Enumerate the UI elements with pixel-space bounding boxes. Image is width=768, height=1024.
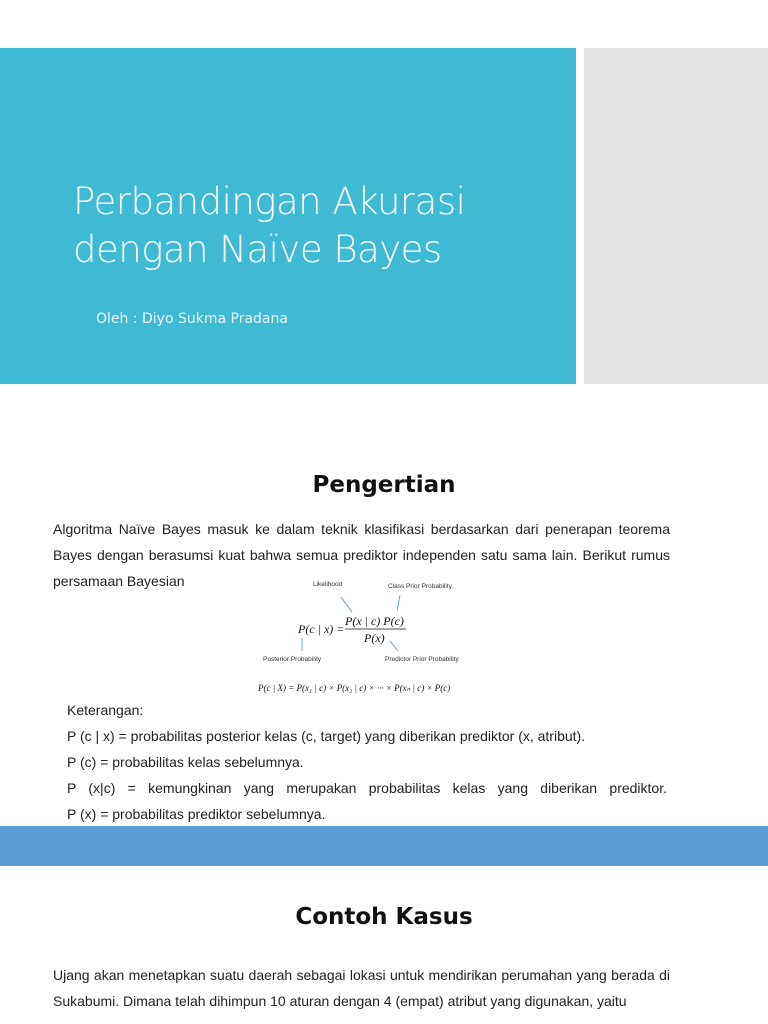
paragraph-pengertian: Algoritma Naïve Bayes masuk ke dalam teknik klasifikasi berdasarkan dari penerapan teorema Bayes dengan berasumsi kuat bahwa semua prediktor independen satu sama lain. Berikut rumus persamaan Bayesian xyxy=(53,521,670,589)
section-heading-pengertian: Pengertian xyxy=(312,472,456,498)
slide-author: Oleh : Diyo Sukma Pradana xyxy=(96,311,288,327)
formula-expanded: P(c | X) = P(x₁ | c) × P(x₂ | c) × ··· × P(xₙ | c) × P(c) xyxy=(258,683,451,693)
side-panel xyxy=(584,48,768,384)
note-item: P (x|c) = kemungkinan yang merupakan probabilitas kelas yang diberikan prediktor. xyxy=(67,780,667,796)
formula-denominator: P(x) xyxy=(364,631,385,645)
bayes-formula-image xyxy=(255,575,485,697)
label-predictor-prior: Predictor Prior Probability xyxy=(385,656,459,663)
formula-lhs: P(c | x) = xyxy=(298,622,345,636)
title-slide xyxy=(0,0,768,400)
slide-divider xyxy=(0,826,768,866)
label-class-prior: Class Prior Probability xyxy=(388,583,452,590)
notes-title: Keterangan: xyxy=(67,702,144,718)
note-item: P (c | x) = probabilitas posterior kelas (c, target) yang diberikan prediktor (x, atribut). xyxy=(67,728,586,744)
formula-numerator: P(x | c) P(c) xyxy=(345,614,404,628)
slide-title: Perbandingan Akurasi dengan Naïve Bayes xyxy=(73,180,466,271)
section-heading-contoh-kasus: Contoh Kasus xyxy=(295,904,473,930)
paragraph-contoh-kasus: Ujang akan menetapkan suatu daerah sebagai lokasi untuk mendirikan perumahan yang berada di Sukabumi. Dimana telah dihimpun 10 aturan dengan 4 (empat) atribut yang digunakan, yaitu xyxy=(53,967,670,1009)
label-posterior: Posterior Probability xyxy=(263,656,322,663)
note-item: P (x) = probabilitas prediktor sebelumnya. xyxy=(67,806,326,822)
note-item: P (c) = probabilitas kelas sebelumnya. xyxy=(67,754,304,770)
label-likelihood: Likelihood xyxy=(313,581,343,588)
notes-list xyxy=(67,697,667,827)
